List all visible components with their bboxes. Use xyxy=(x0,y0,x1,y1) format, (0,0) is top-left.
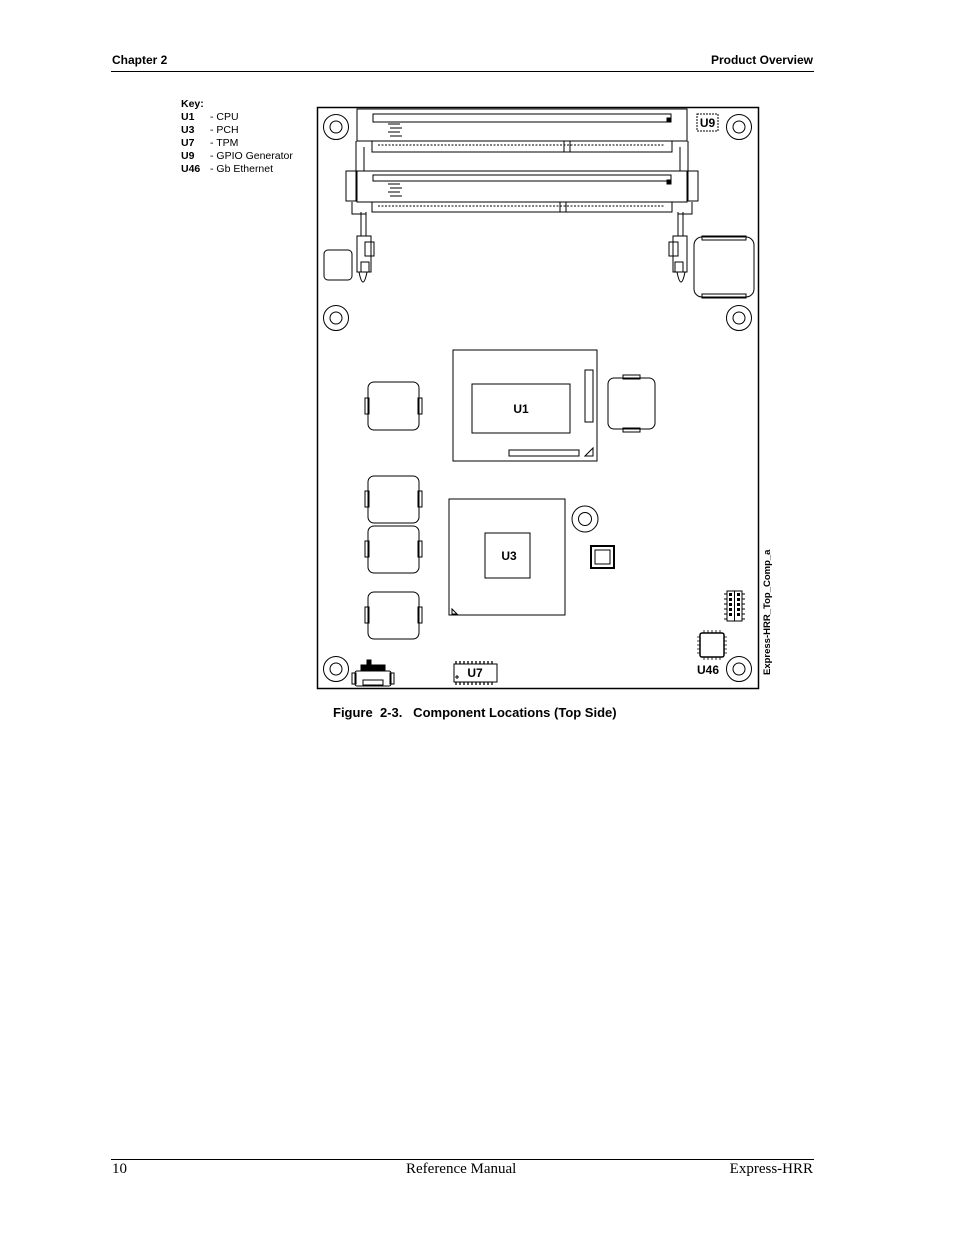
header-section: Product Overview xyxy=(710,53,813,67)
header-chapter: Chapter 2 xyxy=(112,53,168,67)
key-desc: - Gb Ethernet xyxy=(210,163,274,175)
label-u46: U46 xyxy=(696,663,720,677)
key-desc: - TPM xyxy=(210,137,239,149)
inductor xyxy=(324,250,352,280)
inductor xyxy=(608,375,655,432)
dimm-latch-left xyxy=(357,212,374,282)
key-ref: U7 xyxy=(181,137,195,149)
label-u9: U9 xyxy=(699,116,716,130)
inductor xyxy=(365,476,422,523)
u46-chip xyxy=(697,630,727,660)
mounting-hole xyxy=(324,657,349,682)
label-u1: U1 xyxy=(513,402,529,416)
bottom-connector xyxy=(352,660,394,686)
key-desc: - CPU xyxy=(210,111,239,123)
footer-page-number: 10 xyxy=(112,1161,127,1177)
mounting-hole xyxy=(727,306,752,331)
footer-product: Express-HRR xyxy=(729,1161,813,1177)
mounting-hole xyxy=(324,115,349,140)
inductor xyxy=(365,526,422,573)
label-u3: U3 xyxy=(501,549,517,563)
inductor xyxy=(694,236,754,298)
inductor xyxy=(365,382,422,430)
footer-title: Reference Manual xyxy=(406,1161,517,1177)
figure-caption: Figure 2-3. Component Locations (Top Side) xyxy=(333,705,617,720)
board-outline xyxy=(318,108,759,689)
key-ref: U9 xyxy=(181,150,195,162)
inductor xyxy=(365,592,422,639)
key-desc: - PCH xyxy=(210,124,239,136)
pin-header xyxy=(724,591,745,621)
square-component xyxy=(591,546,614,568)
drawing-id: Express-HRR_Top_Comp_a xyxy=(762,549,773,675)
key-ref: U1 xyxy=(181,111,195,123)
label-u7: U7 xyxy=(467,666,483,680)
mounting-hole xyxy=(727,657,752,682)
mounting-hole xyxy=(572,506,598,532)
key-ref: U3 xyxy=(181,124,195,136)
key-title: Key: xyxy=(181,98,204,110)
key-desc: - GPIO Generator xyxy=(210,150,293,162)
sodimm-socket-1 xyxy=(356,109,688,171)
mounting-hole xyxy=(324,306,349,331)
dimm-latch-right xyxy=(669,212,687,282)
footer-rule xyxy=(111,1159,814,1160)
mounting-hole xyxy=(727,115,752,140)
key-ref: U46 xyxy=(181,163,201,175)
sodimm-socket-2 xyxy=(346,171,698,214)
